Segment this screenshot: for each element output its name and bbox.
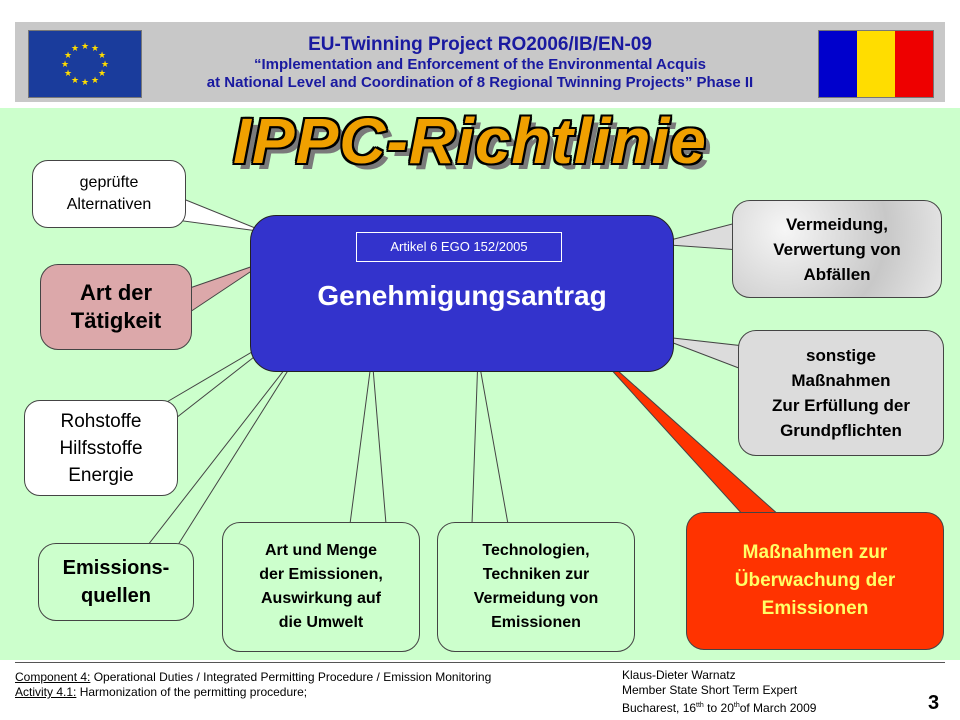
pointer-gepruefte	[176, 196, 265, 232]
date-sup1: tth	[696, 702, 704, 709]
page-number: 3	[928, 692, 940, 714]
callout-line: Maßnahmen	[791, 371, 891, 390]
callout-line: Vermeidung,	[785, 214, 889, 234]
callout-line: quellen	[80, 585, 151, 607]
callout-line: sonstige	[806, 346, 876, 365]
callout-line: Alternativen	[66, 196, 152, 213]
center-box	[250, 215, 674, 372]
callout-massnahmen-ueberwachung	[686, 512, 944, 650]
footer-author-info	[622, 668, 816, 716]
callout-line: Techniken zur	[482, 566, 590, 583]
svg-text:★: ★	[80, 42, 90, 52]
slide-title: IPPC-Richtlinie	[233, 105, 707, 177]
callout-line: Überwachung der	[734, 570, 896, 591]
svg-text:★: ★	[70, 44, 80, 54]
callout-art-und-menge	[222, 522, 420, 652]
callout-vermeidung-abfaelle	[732, 200, 942, 298]
callout-line: Verwertung von	[773, 239, 901, 259]
activity-text: Harmonization of the permitting procedure;	[76, 685, 308, 699]
callout-line: Emissions-	[62, 557, 170, 579]
callout-line: Rohstoffe	[60, 410, 142, 432]
svg-text:★: ★	[60, 60, 70, 70]
component-text: Operational Duties / Integrated Permitting Procedure / Emission Monitoring	[90, 670, 492, 684]
author-role: Member State Short Term Expert	[622, 683, 798, 697]
author-name: Klaus-Dieter Warnatz	[622, 668, 736, 682]
footer-component-info	[15, 670, 491, 700]
date-prefix: Bucharest, 16	[622, 701, 697, 715]
center-box-title: Genehmigungsantrag	[317, 280, 607, 311]
callout-line: Zur Erfüllung der	[772, 396, 910, 415]
callout-line: Vermeidung von	[473, 590, 599, 607]
callout-line: Grundpflichten	[780, 421, 902, 440]
callout-sonstige-massnahmen	[738, 330, 944, 456]
callout-line: Art der	[79, 280, 153, 305]
callout-line: die Umwelt	[278, 614, 364, 631]
callout-line: Technologien,	[482, 542, 590, 559]
svg-text:★: ★	[80, 78, 90, 88]
date-mid: to 20	[703, 701, 734, 715]
footer-divider	[15, 662, 945, 663]
svg-text:★: ★	[97, 69, 107, 79]
callout-art-der-taetigkeit	[40, 264, 192, 350]
svg-text:★: ★	[63, 69, 73, 79]
article-reference: Artikel 6 EGO 152/2005	[356, 232, 562, 262]
header-subtitle-line1: “Implementation and Enforcement of the Environmental Acquis	[254, 56, 706, 73]
date-sup2: th	[733, 702, 740, 709]
callout-line: Abfällen	[803, 264, 871, 284]
event-date	[622, 698, 816, 716]
callout-line: Tätigkeit	[70, 308, 162, 333]
svg-text:★: ★	[90, 76, 100, 86]
svg-text:★: ★	[63, 51, 73, 61]
callout-line: geprüfte	[79, 174, 139, 191]
callout-line: Auswirkung auf	[260, 590, 381, 607]
callout-gepruefte-alternativen	[32, 160, 186, 228]
callout-emissionsquellen	[38, 543, 194, 621]
header-subtitle-line2: at National Level and Coordination of 8 Regional Twinning Projects” Phase II	[206, 74, 754, 91]
date-suffix: of March 2009	[739, 701, 817, 715]
callout-line: Emissionen	[761, 598, 869, 619]
callout-line: der Emissionen,	[259, 566, 383, 583]
pointer-technologien	[472, 356, 508, 524]
svg-text:★: ★	[70, 76, 80, 86]
callout-line: Emissionen	[491, 614, 581, 631]
activity-label: Activity 4.1:	[15, 685, 77, 699]
callout-line: Maßnahmen zur	[742, 542, 888, 563]
callout-line: Hilfsstoffe	[59, 437, 143, 459]
svg-text:★: ★	[90, 44, 100, 54]
callout-technologien	[437, 522, 635, 652]
svg-text:★: ★	[100, 60, 110, 70]
pointer-art-menge	[350, 356, 386, 524]
callout-line: Art und Menge	[265, 542, 377, 559]
callout-line: Energie	[68, 464, 134, 486]
callout-rohstoffe	[24, 400, 178, 496]
component-label: Component 4:	[15, 670, 91, 684]
header-project-title: EU-Twinning Project RO2006/IB/EN-09	[308, 34, 652, 55]
svg-text:★: ★	[97, 51, 107, 61]
